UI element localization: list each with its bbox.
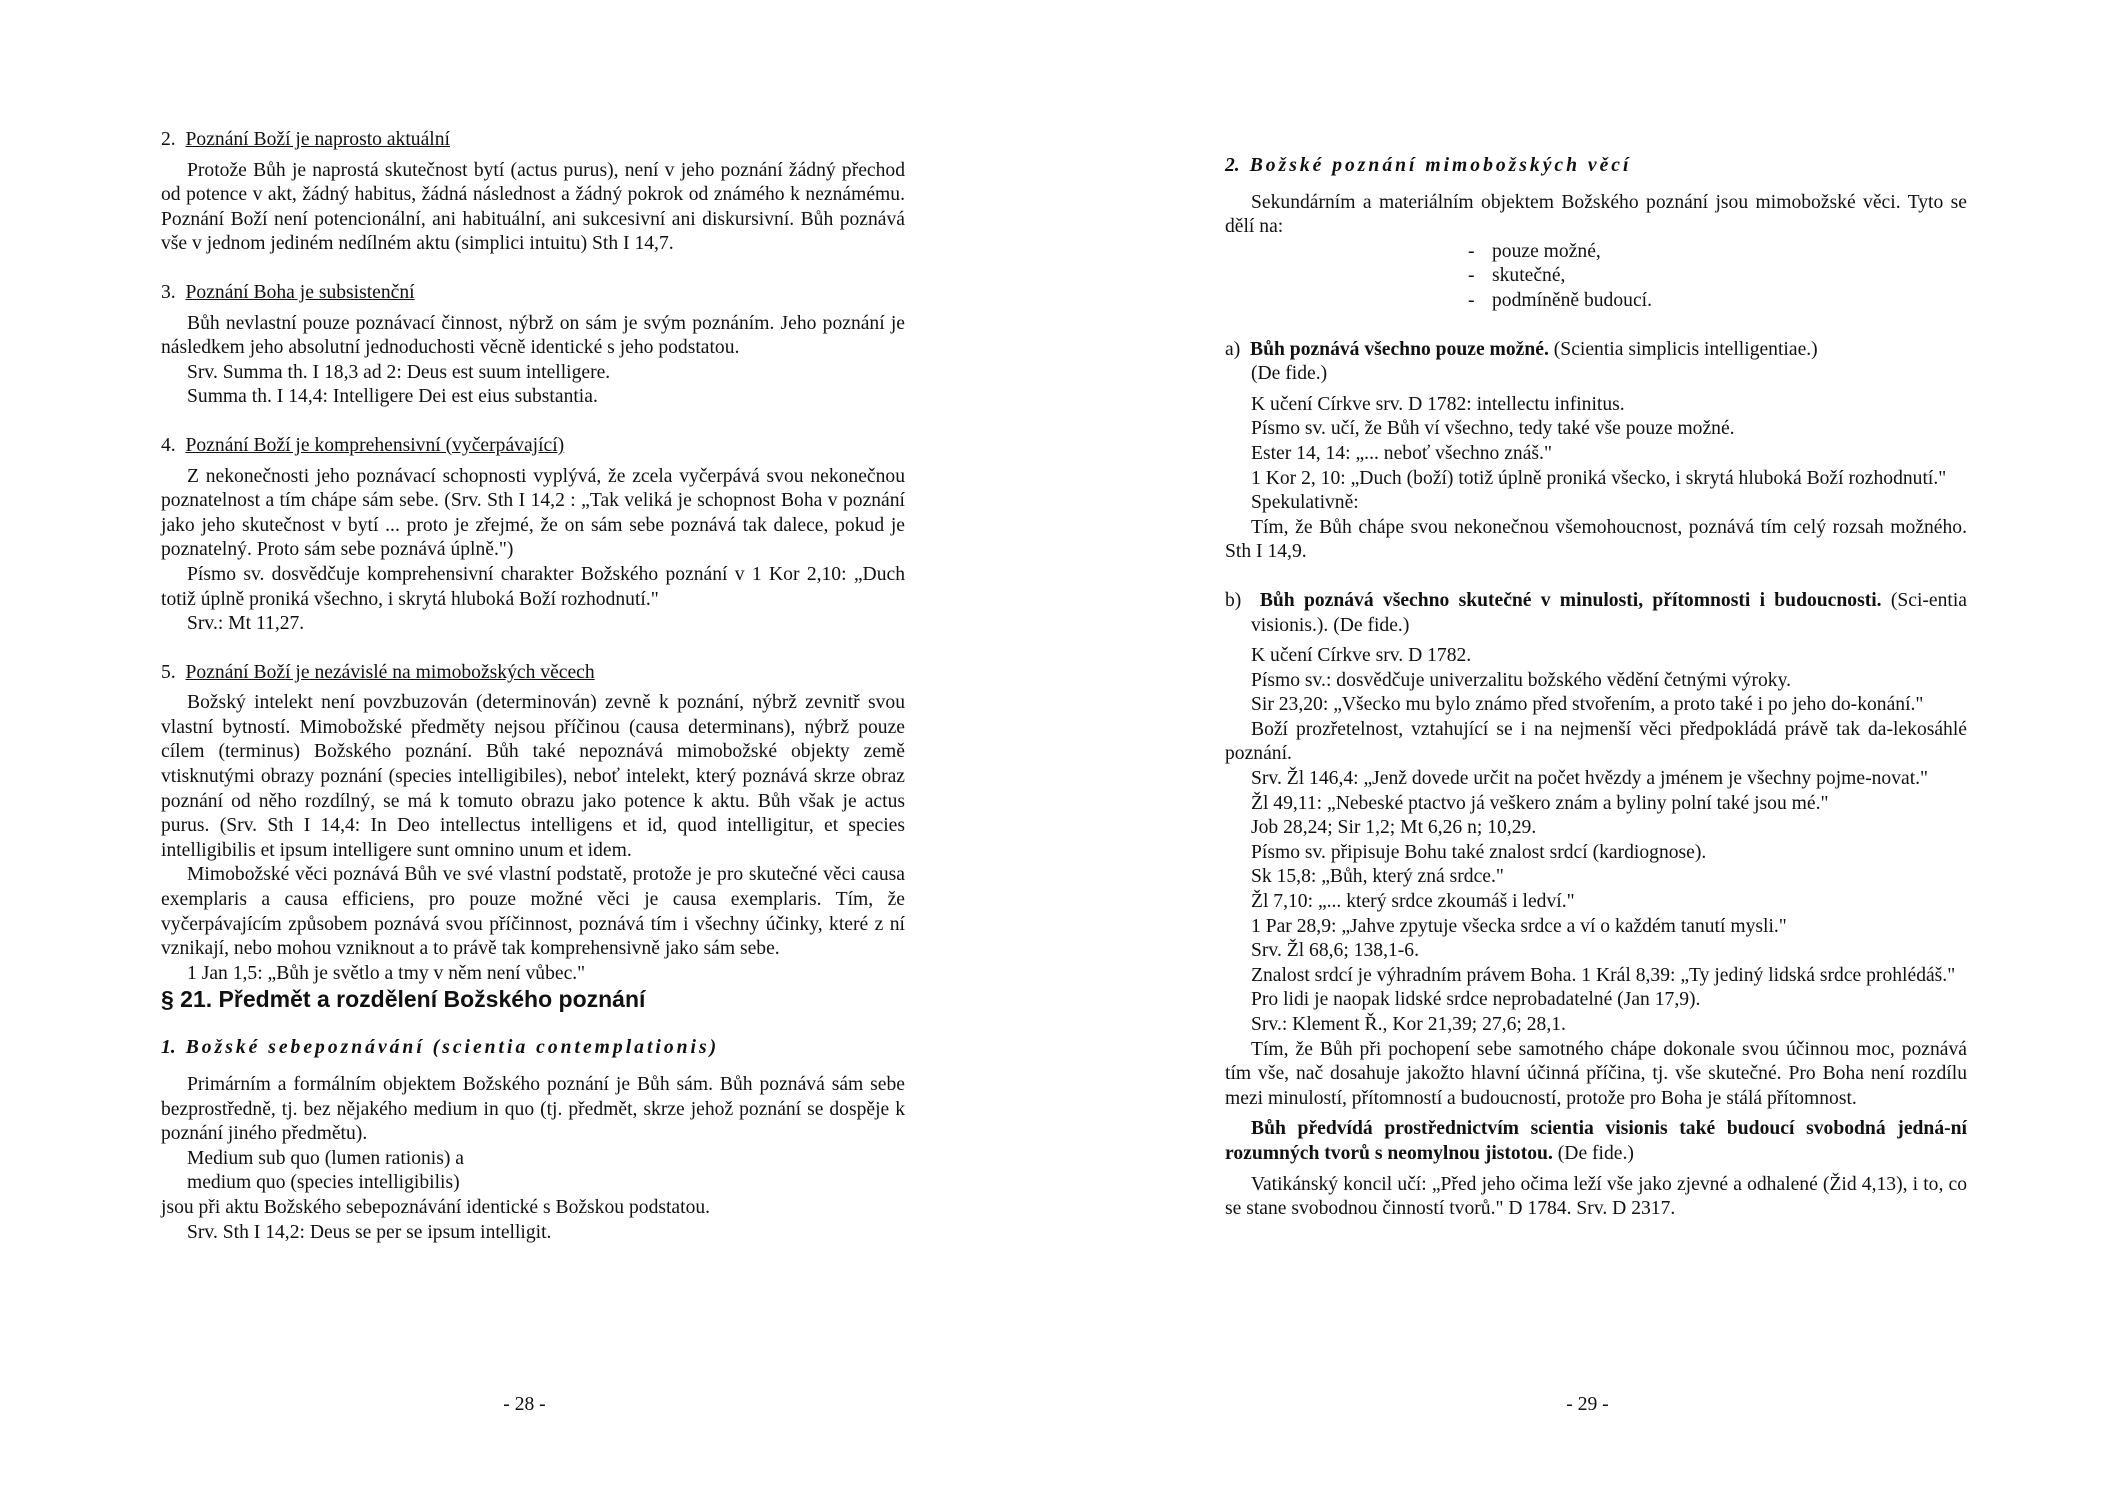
point-a: a) Bůh poznává všechno pouze možné. (Scientia simplicis intelligentiae.) xyxy=(1225,338,1818,360)
heading-3: 3. Poznání Boha je subsistenční xyxy=(161,281,415,303)
paragraph: Vatikánský koncil učí: „Před jeho očima leží vše jako zjevné a odhalené (Žid 4,13), i to, co se stane svobodnou činností tvorů." D 1784. Srv. D 2317. xyxy=(1225,1173,1967,1220)
heading-4: 4. Poznání Boží je komprehensivní (vyčerpávající) xyxy=(161,434,565,456)
text-line: K učení Církve srv. D 1782. xyxy=(1251,645,1472,667)
paragraph: Protože Bůh je naprostá skutečnost bytí (actus purus), není v jeho poznání žádný přechod od potence v akt, žádný habitus, žádná následnost a žádný pokrok od známého k neznámému. Poznání Boží není potencionální, ani habituální, ani sukcesivní ani diskursivní. Bůh poznává vše v jednom jediném nedílném aktu (simplici intuitu) Sth I 14,7. xyxy=(161,159,905,255)
text-line: medium quo (species intelligibilis) xyxy=(187,1172,460,1194)
citation-line: 1 Jan 1,5: „Bůh je světlo a tmy v něm není vůbec." xyxy=(187,962,586,984)
text-line: Spekulativně: xyxy=(1251,492,1359,514)
paragraph: 1 Kor 2, 10: „Duch (boží) totiž úplně proniká všecko, i skrytá hluboká Boží rozhodnutí." xyxy=(1251,467,1947,489)
paragraph: Primárním a formálním objektem Božského poznání je Bůh sám. Bůh poznává sám sebe bezprostředně, tj. bez nějakého medium in quo (tj. předmět, skrze jehož poznání se dospěje k poznání jiného předmětu). xyxy=(161,1074,905,1145)
text-line: Medium sub quo (lumen rationis) a xyxy=(187,1147,464,1169)
section-title: § 21. Předmět a rozdělení Božského poznání xyxy=(161,986,646,1013)
text-line: jsou při aktu Božského sebepoznávání identické s Božskou podstatou. xyxy=(161,1196,711,1218)
text-line: Ester 14, 14: „... neboť všechno znáš." xyxy=(1251,442,1552,464)
paragraph: Z nekonečnosti jeho poznávací schopnosti vyplývá, že zcela vyčerpává svou nekonečnou poznatelnost a tím chápe sám sebe. (Srv. Sth I 14,2 : „Tak veliká je schopnost Boha v poznání jako jeho skutečnost v bytí ... proto je zřejmé, že on sám sebe poznává tak dalece, pokud je poznatelný. Proto sám sebe poznává úplně.") xyxy=(161,465,905,561)
text-line: Žl 49,11: „Nebeské ptactvo já veškero znám a byliny polní také jsou mé." xyxy=(1251,792,1829,814)
heading-2: 2. Poznání Boží je naprosto aktuální xyxy=(161,129,450,150)
paragraph: Mimobožské věci poznává Bůh ve své vlastní podstatě, protože je pro skutečné věci causa exemplaris a causa efficiens, pro pouze možné věci je causa exemplaris. Tím, že vyčerpávajícím způsobem poznává svou příčinnost, poznává tím i všechny účinky, které z ní vznikají, nebo mohou vzniknout a to právě tak komprehensivně jako sám sebe. xyxy=(161,864,905,960)
text-line: Srv. Žl 68,6; 138,1-6. xyxy=(1251,940,1419,962)
citation-line: Srv.: Mt 11,27. xyxy=(187,613,305,635)
text-line: Pro lidi je naopak lidské srdce neprobadatelné (Jan 17,9). xyxy=(1251,989,1701,1011)
text-line: 1 Par 28,9: „Jahve zpytuje všecka srdce a ví o každém tanutí mysli." xyxy=(1251,915,1787,937)
list-item: - pouze možné, xyxy=(1468,240,1601,262)
paragraph: Sekundárním a materiálním objektem Božského poznání jsou mimobožské věci. Tyto se dělí na: xyxy=(1225,191,1967,238)
text-line: (De fide.) xyxy=(1251,363,1328,385)
text-line: Písmo sv.: dosvědčuje univerzalitu božského vědění četnými výroky. xyxy=(1251,669,1791,691)
point-b: b) Bůh poznává všechno skutečné v minulosti, přítomnosti i budoucnosti. (Sci-entia visionis.). (De fide.) xyxy=(1225,589,1967,636)
subheading-1: 1. Božské sebepoznávání (scientia contemplationis) xyxy=(161,1037,720,1059)
citation-line: Srv. Sth I 14,2: Deus se per se ipsum intelligit. xyxy=(187,1221,552,1243)
paragraph: Bůh nevlastní pouze poznávací činnost, nýbrž on sám je svým poznáním. Jeho poznání je následkem jeho absolutní jednoduchosti věcně identické s jeho podstatou. xyxy=(161,312,905,359)
left-text-column xyxy=(161,128,905,1245)
paragraph: Sir 23,20: „Všecko mu bylo známo před stvořením, a proto také i po jeho do-konání." xyxy=(1251,694,1924,716)
text-line: Žl 7,10: „... který srdce zkoumáš i ledví." xyxy=(1251,891,1575,913)
text-line: Písmo sv. učí, že Bůh ví všechno, tedy také vše pouze možné. xyxy=(1251,418,1735,440)
page-number: - 28 - xyxy=(503,1394,546,1415)
heading-5: 5. Poznání Boží je nezávislé na mimobožských věcech xyxy=(161,661,595,683)
text-line: K učení Církve srv. D 1782: intellectu infinitus. xyxy=(1251,393,1625,415)
paragraph: Boží prozřetelnost, vztahující se i na nejmenší věci předpokládá právě tak da-lekosáhlé poznání. xyxy=(1225,718,1967,765)
paragraph: Tím, že Bůh při pochopení sebe samotného chápe dokonale svou účinnou moc, poznává tím vše, nač dosahuje jakožto hlavní účinná příčina, tj. vše skutečné. Pro Boha není rozdílu mezi minulostí, přítomností a budoucností, protože pro Boha je stálá přítomnost. xyxy=(1225,1038,1967,1109)
text-line: Sk 15,8: „Bůh, který zná srdce." xyxy=(1251,866,1504,888)
dash-list xyxy=(1225,240,1967,314)
paragraph: Tím, že Bůh chápe svou nekonečnou všemohoucnost, poznává tím celý rozsah možného. Sth I 14,9. xyxy=(1225,516,1967,563)
citation-line: Summa th. I 14,4: Intelligere Dei est eius substantia. xyxy=(187,386,598,408)
paragraph: Božský intelekt není povzbuzován (determinován) zevně k poznání, nýbrž zevnitř svou vlastní bytností. Mimobožské předměty nejsou příčinou (causa determinans), nýbrž pouze cílem (terminus) Božského poznání. Bůh také nepoznává mimobožské objekty země vtisknutými obrazy poznání (species intelligibiles), neboť intelekt, který poznává skrze obraz poznání od něho rozdílný, se má k tomuto obrazu jako potence k aktu. Bůh však je actus purus. (Srv. Sth I 14,4: In Deo intellectus intelligens et id, quod intelligitur, et species intelligibilis et ipsum intelligere sunt omnino unum et idem. xyxy=(161,692,905,861)
bold-statement: Bůh předvídá prostřednictvím scientia visionis také budoucí svobodná jedná-ní rozumných tvorů s neomylnou jistotou. (De fide.) xyxy=(1225,1118,1967,1164)
right-text-column xyxy=(1225,154,1967,1222)
page-number: - 29 - xyxy=(1566,1394,1609,1415)
paragraph: Srv. Žl 146,4: „Jenž dovede určit na počet hvězdy a jménem je všechny pojme-novat." xyxy=(1251,768,1929,790)
text-line: Písmo sv. připisuje Bohu také znalost srdcí (kardiognose). xyxy=(1251,841,1707,863)
text-line: Job 28,24; Sir 1,2; Mt 6,26 n; 10,29. xyxy=(1251,817,1537,839)
citation-line: Srv. Summa th. I 18,3 ad 2: Deus est suum intelligere. xyxy=(187,361,611,383)
subheading-2: 2. Božské poznání mimobožských věcí xyxy=(1225,155,1632,176)
list-item: - skutečné, xyxy=(1468,265,1566,287)
right-page xyxy=(1061,0,2122,1501)
list-item: - podmíněně budoucí. xyxy=(1468,289,1652,311)
paragraph: Znalost srdcí je výhradním právem Boha. 1 Král 8,39: „Ty jediný lidská srdce prohlédáš." xyxy=(1251,964,1956,986)
paragraph: Písmo sv. dosvědčuje komprehensivní charakter Božského poznání v 1 Kor 2,10: „Duch totiž úplně proniká všechno, i skrytá hluboká Boží rozhodnutí." xyxy=(161,563,905,610)
text-line: Srv.: Klement Ř., Kor 21,39; 27,6; 28,1. xyxy=(1251,1014,1566,1035)
